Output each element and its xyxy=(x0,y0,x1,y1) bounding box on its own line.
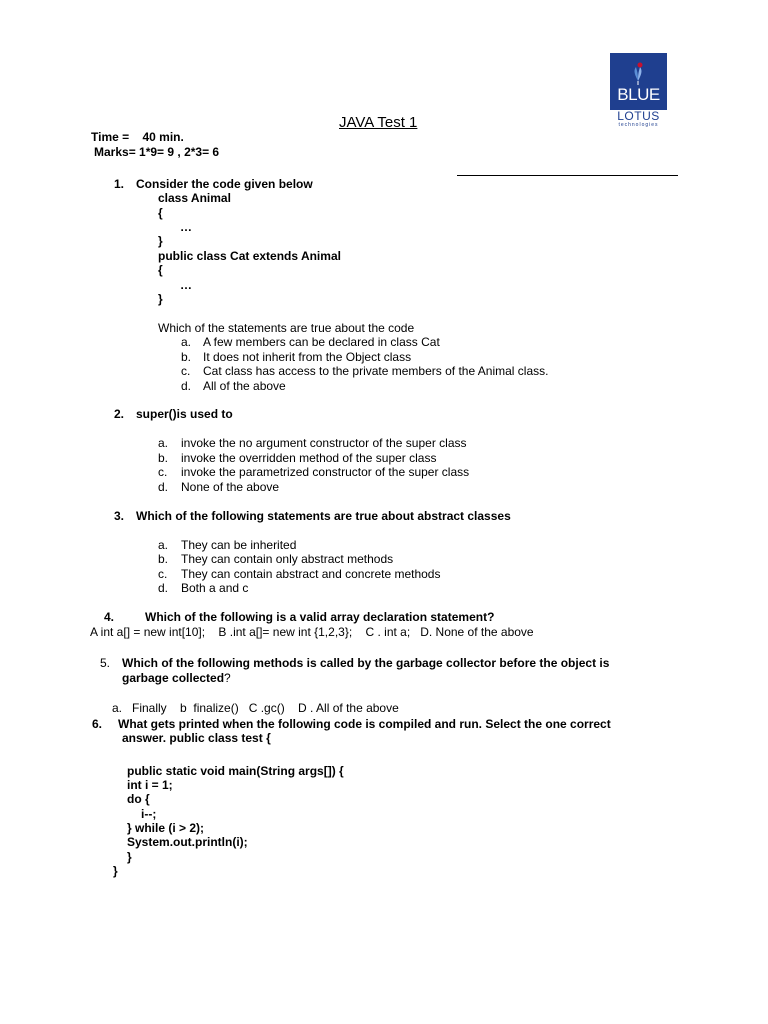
q2-option-label: b. xyxy=(158,451,169,465)
q1-code-line: … xyxy=(180,220,192,234)
q3-prompt: Which of the following statements are true about abstract classes xyxy=(136,509,511,523)
q6-code-line: int i = 1; xyxy=(127,778,173,792)
q1-code-line: class Animal xyxy=(158,191,231,205)
q1-code-line: { xyxy=(158,263,163,277)
logo-text-lotus: LOTUS xyxy=(617,109,660,123)
q6-number: 6. xyxy=(92,717,103,731)
q1-code-line: } xyxy=(158,292,163,306)
q1-code-line: { xyxy=(158,206,163,220)
q4-number: 4. xyxy=(104,610,115,624)
q1-option-text: All of the above xyxy=(203,379,286,393)
q2-option-text: None of the above xyxy=(181,480,280,494)
q3-option-label: a. xyxy=(158,538,169,552)
q5-question-mark: ? xyxy=(224,671,231,685)
q1-option-text: It does not inherit from the Object class xyxy=(203,350,412,364)
q2-option-label: a. xyxy=(158,436,169,450)
q6-code-line: System.out.println(i); xyxy=(127,835,248,849)
marks-info: Marks= 1*9= 9 , 2*3= 6 xyxy=(94,145,220,159)
q2-option-label: d. xyxy=(158,480,169,494)
q5-prompt-line1: Which of the following methods is called by the garbage collector before the object is xyxy=(122,656,610,670)
logo-text-blue: BLUE xyxy=(617,85,660,104)
q1-option-text: Cat class has access to the private members of the Animal class. xyxy=(203,364,549,378)
page-title: JAVA Test 1 xyxy=(339,114,418,131)
q5-options: a. Finally b finalize() C .gc() D . All of the above xyxy=(112,701,399,715)
q2-option-text: invoke the parametrized constructor of the super class xyxy=(181,465,470,479)
q2-option-label: c. xyxy=(158,465,168,479)
lotus-flower-icon xyxy=(625,59,651,85)
q1-option-label: c. xyxy=(181,364,191,378)
logo-text-technologies: technologies xyxy=(618,122,659,128)
q1-option-label: a. xyxy=(181,335,192,349)
q6-code-line: public static void main(String args[]) { xyxy=(127,764,344,778)
q1-question: Which of the statements are true about the code xyxy=(158,321,415,335)
q2-option-text: invoke the overridden method of the super class xyxy=(181,451,437,465)
q3-option-text: They can be inherited xyxy=(181,538,297,552)
q3-option-text: Both a and c xyxy=(181,581,249,595)
q4-options: A int a[] = new int[10]; B .int a[]= new int {1,2,3}; C . int a; D. None of the above xyxy=(90,625,534,639)
q5-prompt-line2-text: garbage collected xyxy=(122,671,225,685)
q3-option-label: b. xyxy=(158,552,169,566)
q6-code-line: } xyxy=(127,850,132,864)
q1-option-label: b. xyxy=(181,350,192,364)
q2-option-text: invoke the no argument constructor of the super class xyxy=(181,436,467,450)
q3-number: 3. xyxy=(114,509,125,523)
q1-number: 1. xyxy=(114,177,125,191)
q1-code-line: … xyxy=(180,278,192,292)
q3-option-text: They can contain abstract and concrete methods xyxy=(181,567,441,581)
time-info: Time = 40 min. xyxy=(91,130,184,144)
q4-prompt: Which of the following is a valid array declaration statement? xyxy=(145,610,495,624)
q6-code-line: } xyxy=(113,864,118,878)
name-line xyxy=(457,175,678,176)
q3-option-label: d. xyxy=(158,581,169,595)
q3-option-label: c. xyxy=(158,567,168,581)
q1-option-label: d. xyxy=(181,379,192,393)
q1-prompt: Consider the code given below xyxy=(136,177,313,191)
blue-lotus-logo xyxy=(610,53,667,129)
q2-number: 2. xyxy=(114,407,125,421)
q2-prompt: super()is used to xyxy=(136,407,233,421)
q1-code-line: } xyxy=(158,234,163,248)
q1-option-text: A few members can be declared in class Cat xyxy=(203,335,440,349)
q6-prompt-line2: answer. public class test { xyxy=(122,731,271,745)
q6-code-line: } while (i > 2); xyxy=(127,821,205,835)
q6-code-line: do { xyxy=(127,792,150,806)
q1-code-line: public class Cat extends Animal xyxy=(158,249,341,263)
q3-option-text: They can contain only abstract methods xyxy=(181,552,394,566)
q6-code-line: i--; xyxy=(141,807,157,821)
q5-number: 5. xyxy=(100,656,111,670)
q6-prompt-line1: What gets printed when the following code is compiled and run. Select the one correct xyxy=(118,717,611,731)
q5-prompt-line2 xyxy=(122,671,231,685)
